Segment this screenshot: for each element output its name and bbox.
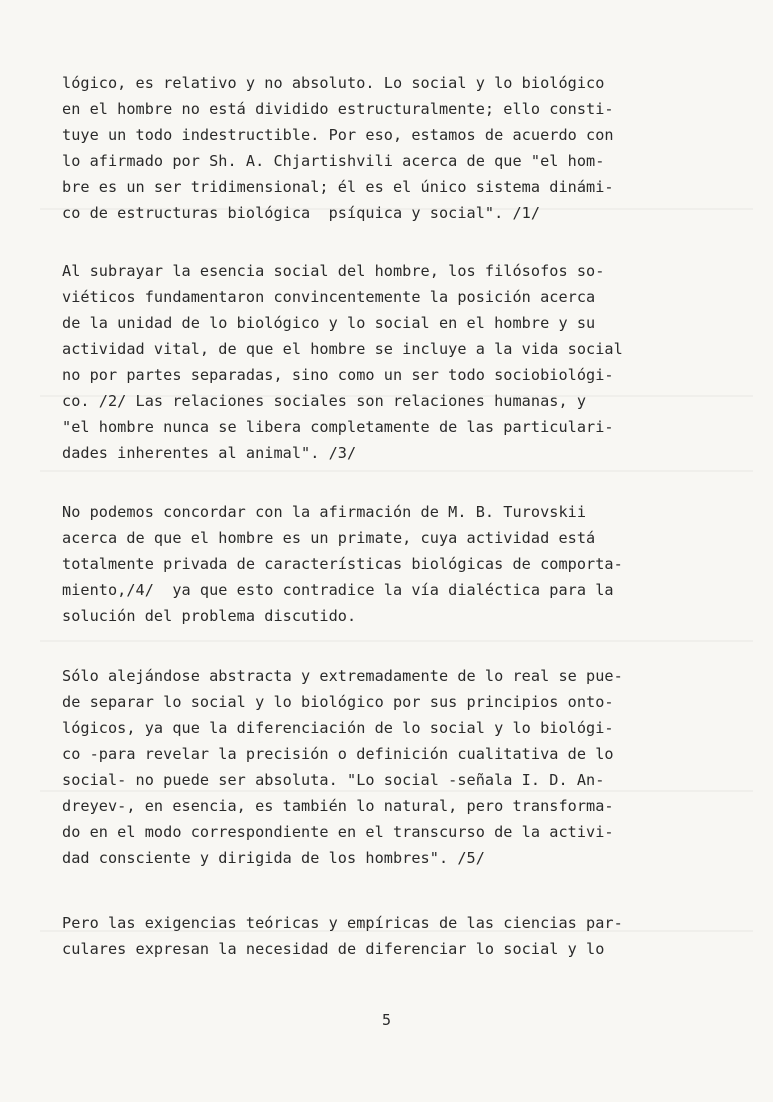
text-line: dreyev-, en esencia, es también lo natural, pero transforma- — [62, 797, 614, 815]
show-through-line — [40, 470, 753, 472]
text-line: co. /2/ Las relaciones sociales son relaciones humanas, y — [62, 392, 587, 410]
text-line: co -para revelar la precisión o definición cualitativa de lo — [62, 745, 614, 763]
text-line: viéticos fundamentaron convincentemente la posición acerca — [62, 288, 596, 306]
text-line: de la unidad de lo biológico y lo social en el hombre y su — [62, 314, 596, 332]
text-line: social- no puede ser absoluta. "Lo social -señala I. D. An- — [62, 771, 605, 789]
paragraph-3 — [62, 499, 752, 629]
text-line: acerca de que el hombre es un primate, cuya actividad está — [62, 529, 596, 547]
paragraph-2 — [62, 258, 752, 466]
text-line: dad consciente y dirigida de los hombres". /5/ — [62, 849, 485, 867]
text-line: lo afirmado por Sh. A. Chjartishvili acerca de que "el hom- — [62, 152, 605, 170]
text-line: Al subrayar la esencia social del hombre, los filósofos so- — [62, 262, 605, 280]
text-line: dades inherentes al animal". /3/ — [62, 444, 357, 462]
text-line: tuye un todo indestructible. Por eso, estamos de acuerdo con — [62, 126, 614, 144]
text-line: culares expresan la necesidad de diferenciar lo social y lo — [62, 940, 605, 958]
text-line: miento,/4/ ya que esto contradice la vía dialéctica para la — [62, 581, 614, 599]
page-number: 5 — [381, 1011, 392, 1029]
paragraph-4 — [62, 663, 752, 871]
text-line: co de estructuras biológica psíquica y social". /1/ — [62, 204, 541, 222]
text-line: Pero las exigencias teóricas y empíricas de las ciencias par- — [62, 914, 623, 932]
text-line: No podemos concordar con la afirmación de M. B. Turovskii — [62, 503, 587, 521]
show-through-line — [40, 640, 753, 642]
text-line: bre es un ser tridimensional; él es el único sistema dinámi- — [62, 178, 614, 196]
text-line: totalmente privada de características biológicas de comporta- — [62, 555, 623, 573]
text-line: "el hombre nunca se libera completamente de las particulari- — [62, 418, 614, 436]
text-line: do en el modo correspondiente en el transcurso de la activi- — [62, 823, 614, 841]
text-line: actividad vital, de que el hombre se incluye a la vida social — [62, 340, 623, 358]
text-line: de separar lo social y lo biológico por sus principios onto- — [62, 693, 614, 711]
text-line: lógicos, ya que la diferenciación de lo social y lo biológi- — [62, 719, 614, 737]
text-line: lógico, es relativo y no absoluto. Lo social y lo biológico — [62, 74, 605, 92]
paragraph-1 — [62, 70, 752, 226]
text-line: en el hombre no está dividido estructuralmente; ello consti- — [62, 100, 614, 118]
text-line: solución del problema discutido. — [62, 607, 357, 625]
text-line: no por partes separadas, sino como un ser todo sociobiológi- — [62, 366, 614, 384]
paragraph-5 — [62, 910, 752, 962]
text-line: Sólo alejándose abstracta y extremadamente de lo real se pue- — [62, 667, 623, 685]
